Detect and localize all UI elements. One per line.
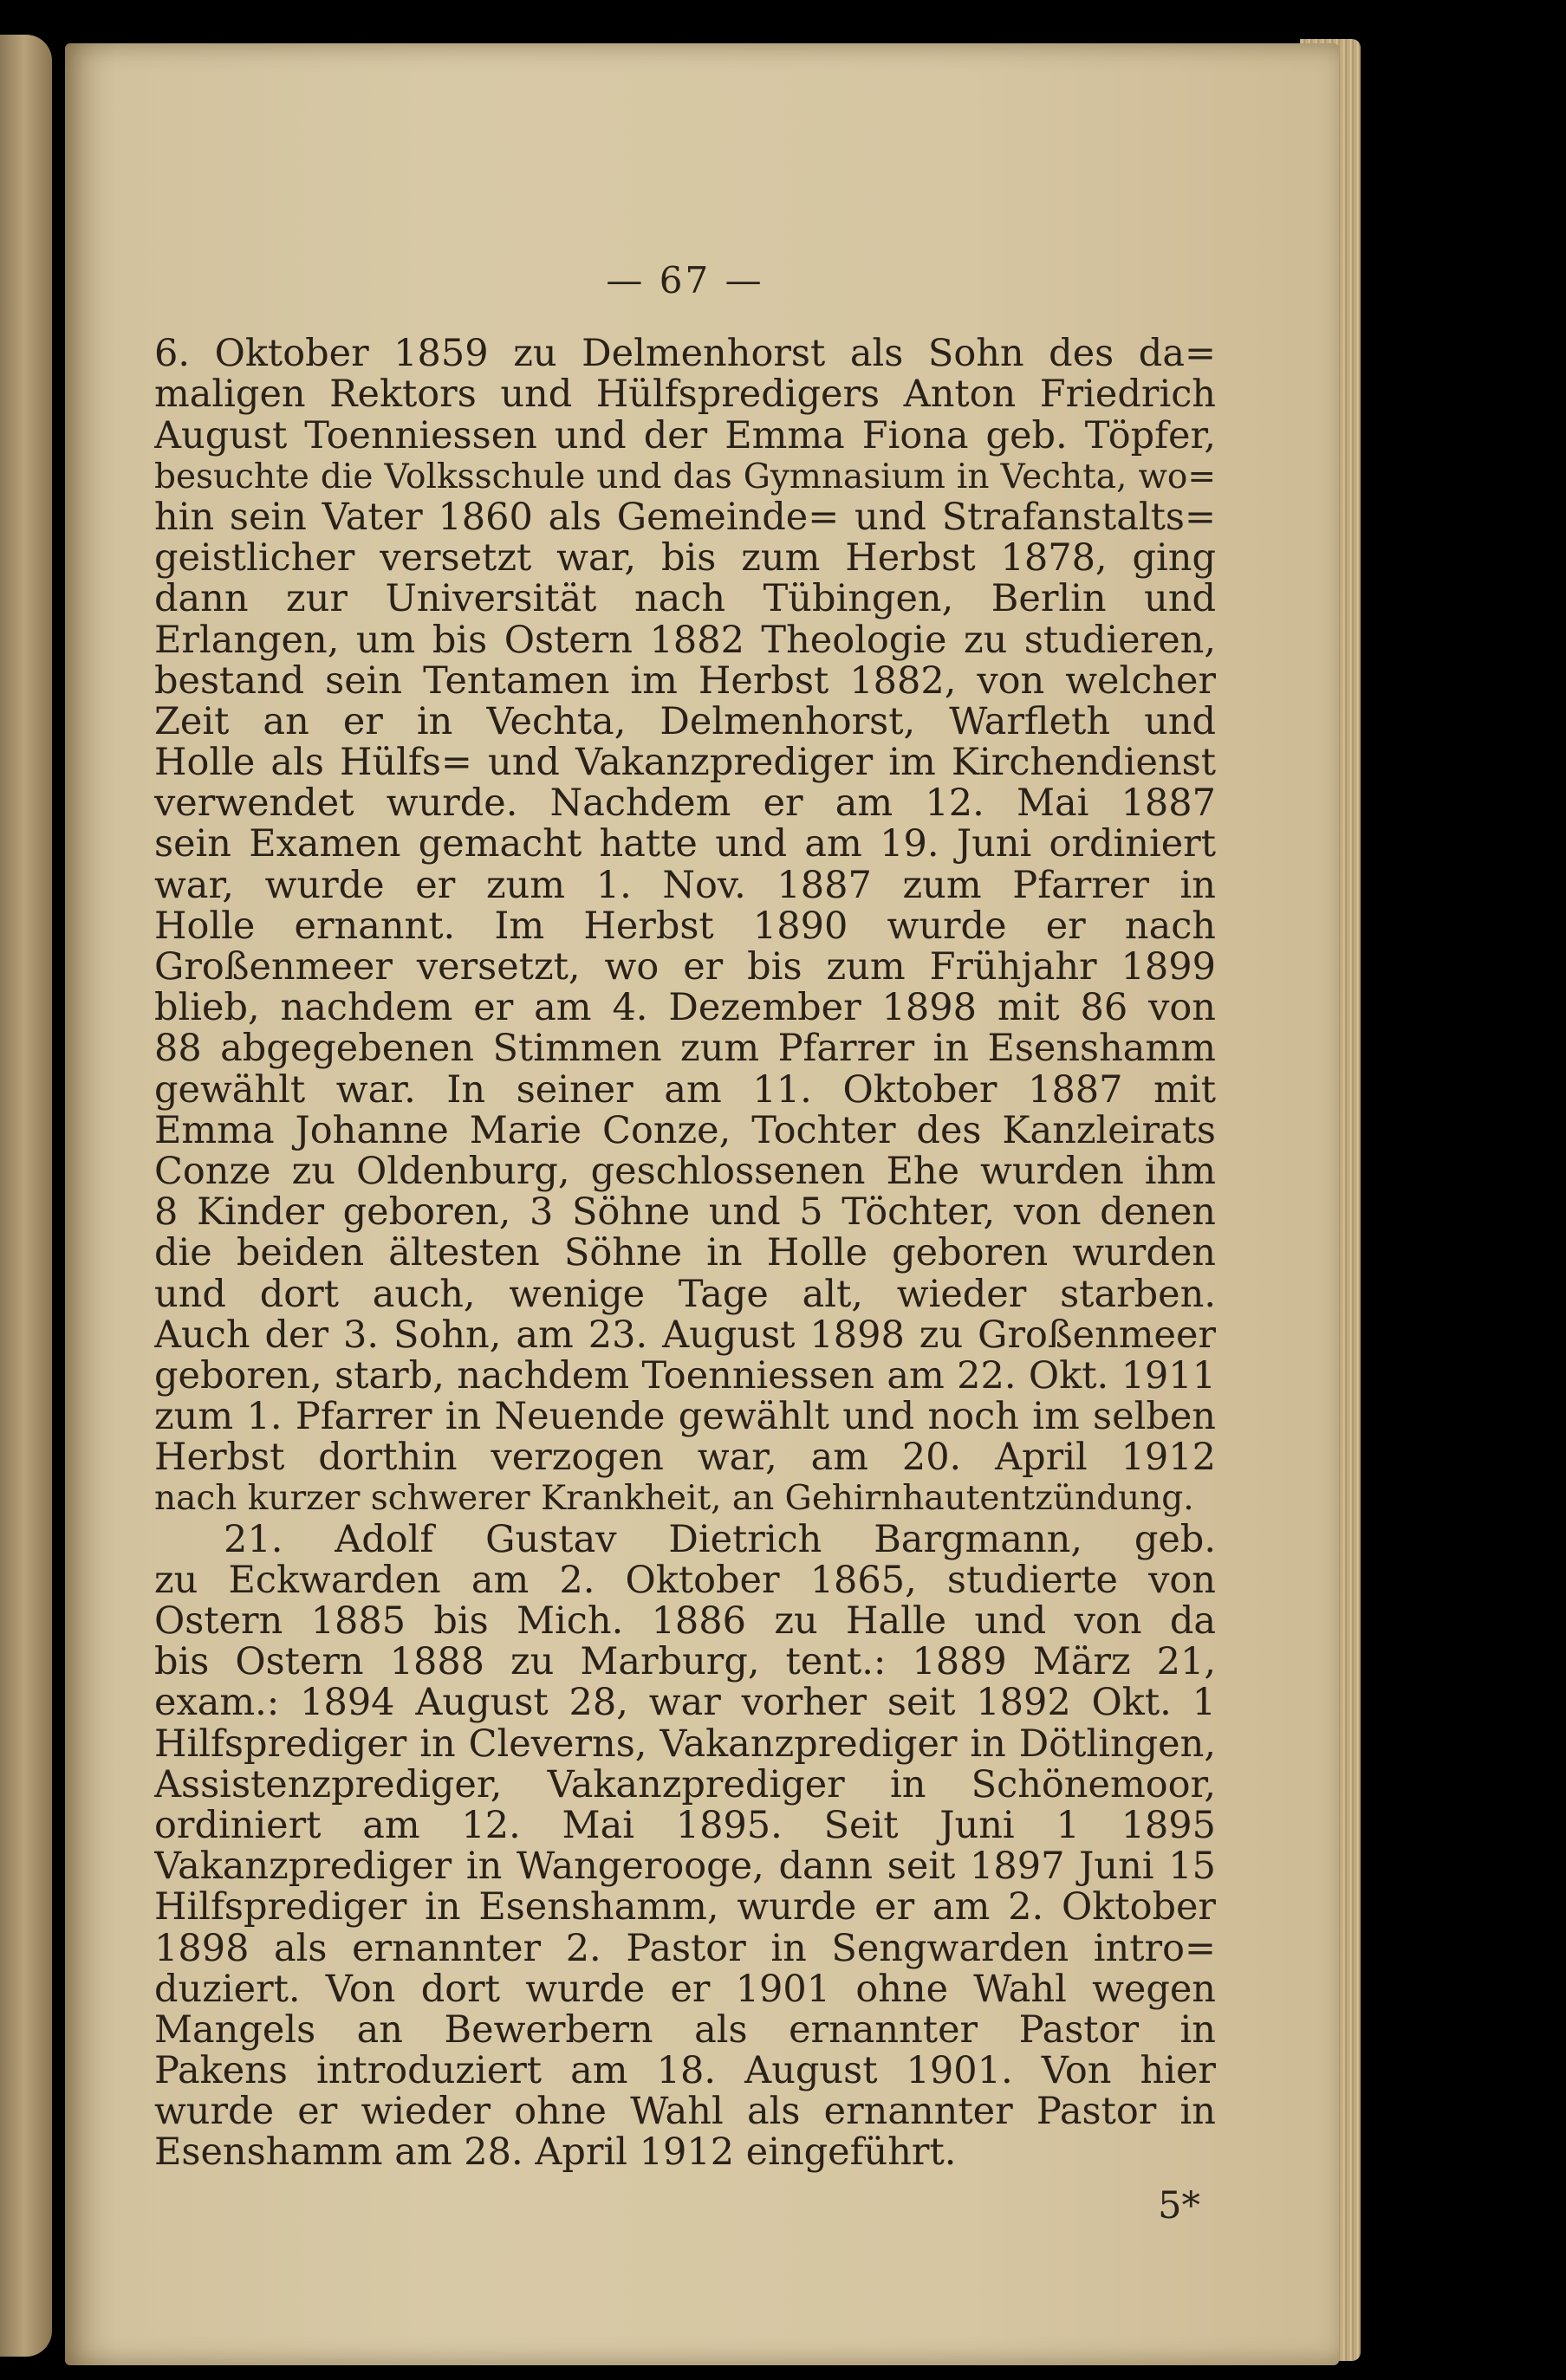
text-line: geboren, starb, nachdem Toenniessen am 22. Okt. 1911 [154, 1355, 1216, 1398]
text-line: Hilfsprediger in Cleverns, Vakanzprediger in Dötlingen, [154, 1723, 1216, 1765]
text-line: ordiniert am 12. Mai 1895. Seit Juni 1 1895 [154, 1805, 1216, 1847]
signature-mark: 5* [1158, 2183, 1200, 2228]
text-line: Conze zu Oldenburg, geschlossenen Ehe wurden ihm [154, 1151, 1216, 1193]
text-line: maligen Rektors und Hülfspredigers Anton Friedrich [154, 374, 1216, 416]
text-line: duziert. Von dort wurde er 1901 ohne Wahl wegen [154, 1968, 1216, 2010]
text-line: zum 1. Pfarrer in Neuende gewählt und noch im selben [154, 1397, 1216, 1438]
text-line: Esenshamm am 28. April 1912 eingeführt. [154, 2132, 957, 2174]
text-line: Auch der 3. Sohn, am 23. August 1898 zu Großenmeer [154, 1314, 1216, 1356]
text-line: Pakens introduziert am 18. August 1901. Von hier [154, 2051, 1216, 2092]
text-line: Holle ernannt. Im Herbst 1890 wurde er nach [154, 905, 1216, 948]
text-line: 6. Oktober 1859 zu Delmenhorst als Sohn des da= [154, 334, 1216, 375]
text-line: gewählt war. In seiner am 11. Oktober 1887 mit [154, 1069, 1216, 1111]
text-line: August Toenniessen und der Emma Fiona geb. Töpfer, [154, 415, 1216, 457]
text-line: die beiden ältesten Söhne in Holle geboren wurden [154, 1233, 1216, 1274]
text-line: besuchte die Volksschule und das Gymnasium in Vechta, wo= [154, 457, 1216, 496]
text-line: sein Examen gemacht hatte und am 19. Juni ordiniert [154, 824, 1216, 866]
text-line: Herbst dorthin verzogen war, am 20. April 1912 [154, 1437, 1216, 1479]
text-line: dann zur Universität nach Tübingen, Berlin und [154, 579, 1216, 620]
text-line: hin sein Vater 1860 als Gemeinde= und Strafanstalts= [154, 496, 1216, 539]
text-line: Ostern 1885 bis Mich. 1886 zu Halle und von da [154, 1601, 1216, 1643]
text-line: zu Eckwarden am 2. Oktober 1865, studierte von [154, 1560, 1216, 1602]
text-line: verwendet wurde. Nachdem er am 12. Mai 1887 [154, 783, 1216, 825]
page-text [154, 260, 1216, 2227]
text-line: Hilfsprediger in Esenshamm, wurde er am 2. Oktober [154, 1887, 1216, 1929]
text-line: geistlicher versetzt war, bis zum Herbst 1878, ging [154, 538, 1216, 580]
text-line: blieb, nachdem er am 4. Dezember 1898 mit 86 von [154, 988, 1216, 1029]
text-line: Assistenzprediger, Vakanzprediger in Schönemoor, [154, 1764, 1216, 1806]
text-line: 8 Kinder geboren, 3 Söhne und 5 Töchter, von denen [154, 1192, 1216, 1234]
text-line: Großenmeer versetzt, wo er bis zum Frühjahr 1899 [154, 947, 1216, 989]
text-line: Emma Johanne Marie Conze, Tochter des Kanzleirats [154, 1110, 1216, 1151]
text-line: Mangels an Bewerbern als ernannter Pastor in [154, 2009, 1216, 2052]
text-line: bis Ostern 1888 zu Marburg, tent.: 1889 März 21, [154, 1642, 1216, 1683]
text-line: wurde er wieder ohne Wahl als ernannter Pastor in [154, 2091, 1216, 2133]
text-line: war, wurde er zum 1. Nov. 1887 zum Pfarrer in [154, 865, 1216, 906]
text-line: Vakanzprediger in Wangerooge, dann seit 1897 Juni 15 [154, 1846, 1216, 1888]
text-line: Zeit an er in Vechta, Delmenhorst, Warfleth und [154, 701, 1216, 743]
text-line: und dort auch, wenige Tage alt, wieder starben. [154, 1274, 1216, 1315]
text-line: exam.: 1894 August 28, war vorher seit 1892 Okt. 1 [154, 1683, 1216, 1724]
text-line: 1898 als ernannter 2. Pastor in Sengwarden intro= [154, 1928, 1216, 1969]
left-page-edge [0, 35, 52, 2357]
text-line: 88 abgegebenen Stimmen zum Pfarrer in Esenshamm [154, 1028, 1216, 1070]
page-header: — 67 — [606, 259, 764, 302]
text-line: Erlangen, um bis Ostern 1882 Theologie zu studieren, [154, 619, 1216, 661]
text-line: bestand sein Tentamen im Herbst 1882, von welcher [154, 660, 1216, 702]
text-line: Holle als Hülfs= und Vakanzprediger im Kirchendienst [154, 743, 1216, 784]
text-line-paragraph-start: 21. Adolf Gustav Dietrich Bargmann, geb. [224, 1519, 1216, 1560]
text-line: nach kurzer schwerer Krankheit, an Gehirnhautentzündung. [154, 1479, 1194, 1519]
